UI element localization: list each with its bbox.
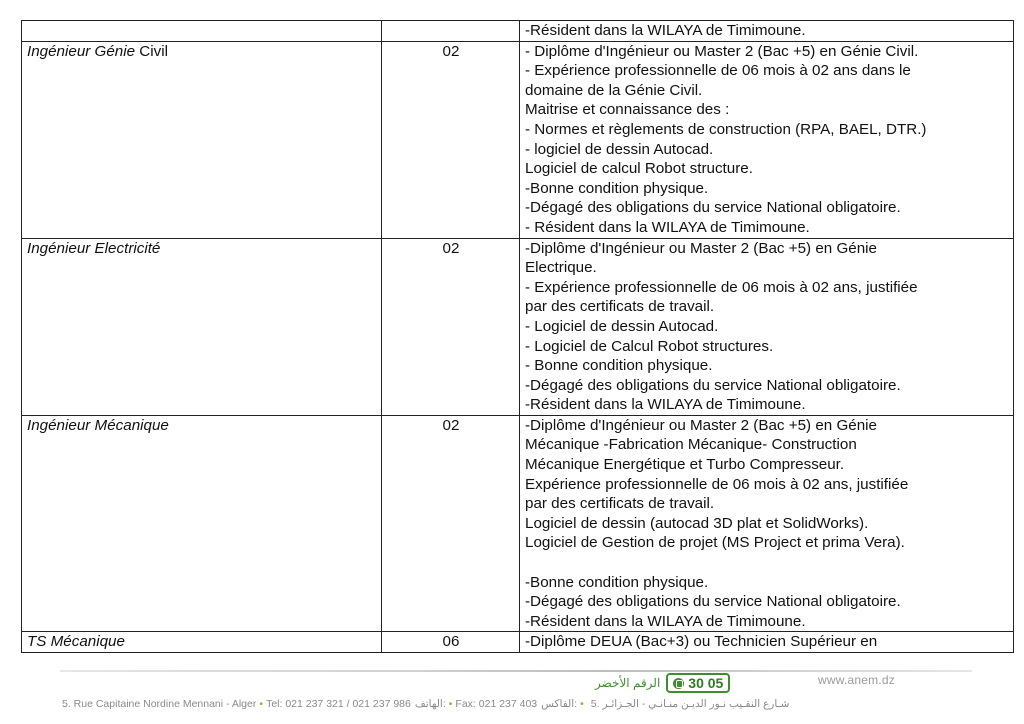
- green-number-badge: [666, 673, 730, 693]
- requirement-line: -Résident dans la WILAYA de Timimoune.: [525, 22, 806, 39]
- green-number-block: [595, 672, 730, 694]
- separator-dot: •: [580, 698, 584, 710]
- separator-dot: •: [448, 698, 453, 710]
- positions-count: [382, 21, 520, 42]
- job-title-cell: [22, 632, 382, 653]
- requirements-cell: [520, 41, 1014, 238]
- requirement-line: Maitrise et connaissance des :: [525, 101, 730, 119]
- job-title: TS Mécanique: [27, 633, 125, 651]
- requirement-line: -Bonne condition physique.: [525, 179, 709, 197]
- requirement-line: Logiciel de calcul Robot structure.: [525, 160, 753, 178]
- job-title-suffix: Civil: [135, 42, 168, 60]
- requirement-line: -Bonne condition physique.: [525, 573, 709, 591]
- separator-dot: •: [259, 698, 264, 710]
- footer-address: [62, 698, 974, 710]
- requirement-line: Mécanique Energétique et Turbo Compresseur.: [525, 456, 845, 474]
- requirement-line: -Résident dans la WILAYA de Timimoune.: [525, 396, 806, 414]
- positions-count: 02: [382, 41, 520, 238]
- requirement-line: - Bonne condition physique.: [525, 357, 713, 375]
- requirement-line: - Logiciel de Calcul Robot structures.: [525, 337, 774, 355]
- requirements-cell: [520, 21, 1014, 42]
- requirement-line: Mécanique -Fabrication Mécanique- Construction: [525, 436, 857, 454]
- requirement-line: par des certificats de travail.: [525, 495, 715, 513]
- requirement-line: Electrique.: [525, 259, 597, 277]
- requirement-line: - Logiciel de dessin Autocad.: [525, 317, 719, 335]
- requirement-line: [525, 553, 1009, 573]
- requirement-line: -Diplôme DEUA (Bac+3) ou Technicien Supérieur en: [525, 633, 878, 651]
- fax-ar: الفاكس:: [541, 698, 578, 710]
- requirement-line: -Résident dans la WILAYA de Timimoune.: [525, 612, 806, 630]
- requirement-line: -Diplôme d'Ingénieur ou Master 2 (Bac +5) en Génie: [525, 416, 877, 434]
- phone-icon: [673, 678, 684, 689]
- requirements-cell: [520, 415, 1014, 632]
- footer-divider: [60, 670, 972, 672]
- job-requirements-table: [21, 20, 1014, 653]
- job-title-cell: [22, 21, 382, 42]
- telephone: Tel: 021 237 321 / 021 237 986: [266, 698, 411, 710]
- table-row: [22, 415, 1014, 632]
- positions-count: 06: [382, 632, 520, 653]
- requirement-line: domaine de la Génie Civil.: [525, 81, 703, 99]
- requirement-line: Logiciel de dessin (autocad 3D plat et SolidWorks).: [525, 514, 869, 532]
- table-row: [22, 238, 1014, 415]
- fax: Fax: 021 237 403: [455, 698, 538, 710]
- telephone-ar: الهاتف:: [414, 698, 446, 710]
- job-title: Ingénieur Electricité: [27, 239, 161, 257]
- requirements-cell: [520, 238, 1014, 415]
- job-title: Ingénieur Mécanique: [27, 416, 169, 434]
- requirement-line: - Résident dans la WILAYA de Timimoune.: [525, 218, 810, 236]
- requirement-line: -Dégagé des obligations du service National obligatoire.: [525, 376, 901, 394]
- table-row: [22, 632, 1014, 653]
- requirement-line: Logiciel de Gestion de projet (MS Project et prima Vera).: [525, 534, 905, 552]
- requirements-cell: [520, 632, 1014, 653]
- green-number-label: الرقم الأخضر: [595, 676, 661, 690]
- requirement-line: - Diplôme d'Ingénieur ou Master 2 (Bac +5) en Génie Civil.: [525, 42, 919, 60]
- requirement-line: Expérience professionnelle de 06 mois à 02 ans, justifiée: [525, 475, 909, 493]
- website-link[interactable]: www.anem.dz: [818, 673, 895, 687]
- table-row: [22, 41, 1014, 238]
- positions-count: 02: [382, 238, 520, 415]
- requirement-line: -Dégagé des obligations du service National obligatoire.: [525, 593, 901, 611]
- job-title-cell: [22, 415, 382, 632]
- requirement-line: - Expérience professionnelle de 06 mois à 02 ans dans le: [525, 62, 911, 80]
- requirement-line: - Normes et règlements de construction (RPA, BAEL, DTR.): [525, 120, 927, 138]
- job-title: Ingénieur Génie: [27, 42, 136, 60]
- requirement-line: - Expérience professionnelle de 06 mois à 02 ans, justifiée: [525, 278, 918, 296]
- address-ar: 5. شـارع النقـيب نـور الديـن منـانـي - الجـزائـر: [590, 698, 790, 710]
- table-row: [22, 21, 1014, 42]
- requirement-line: - logiciel de dessin Autocad.: [525, 140, 714, 158]
- job-title-cell: [22, 238, 382, 415]
- address-fr: 5. Rue Capitaine Nordine Mennani - Alger: [62, 698, 257, 710]
- green-number-value: 30 05: [688, 675, 724, 691]
- positions-count: 02: [382, 415, 520, 632]
- requirement-line: -Diplôme d'Ingénieur ou Master 2 (Bac +5) en Génie: [525, 239, 877, 257]
- requirement-line: par des certificats de travail.: [525, 298, 715, 316]
- job-title-cell: [22, 41, 382, 238]
- requirement-line: -Dégagé des obligations du service National obligatoire.: [525, 199, 901, 217]
